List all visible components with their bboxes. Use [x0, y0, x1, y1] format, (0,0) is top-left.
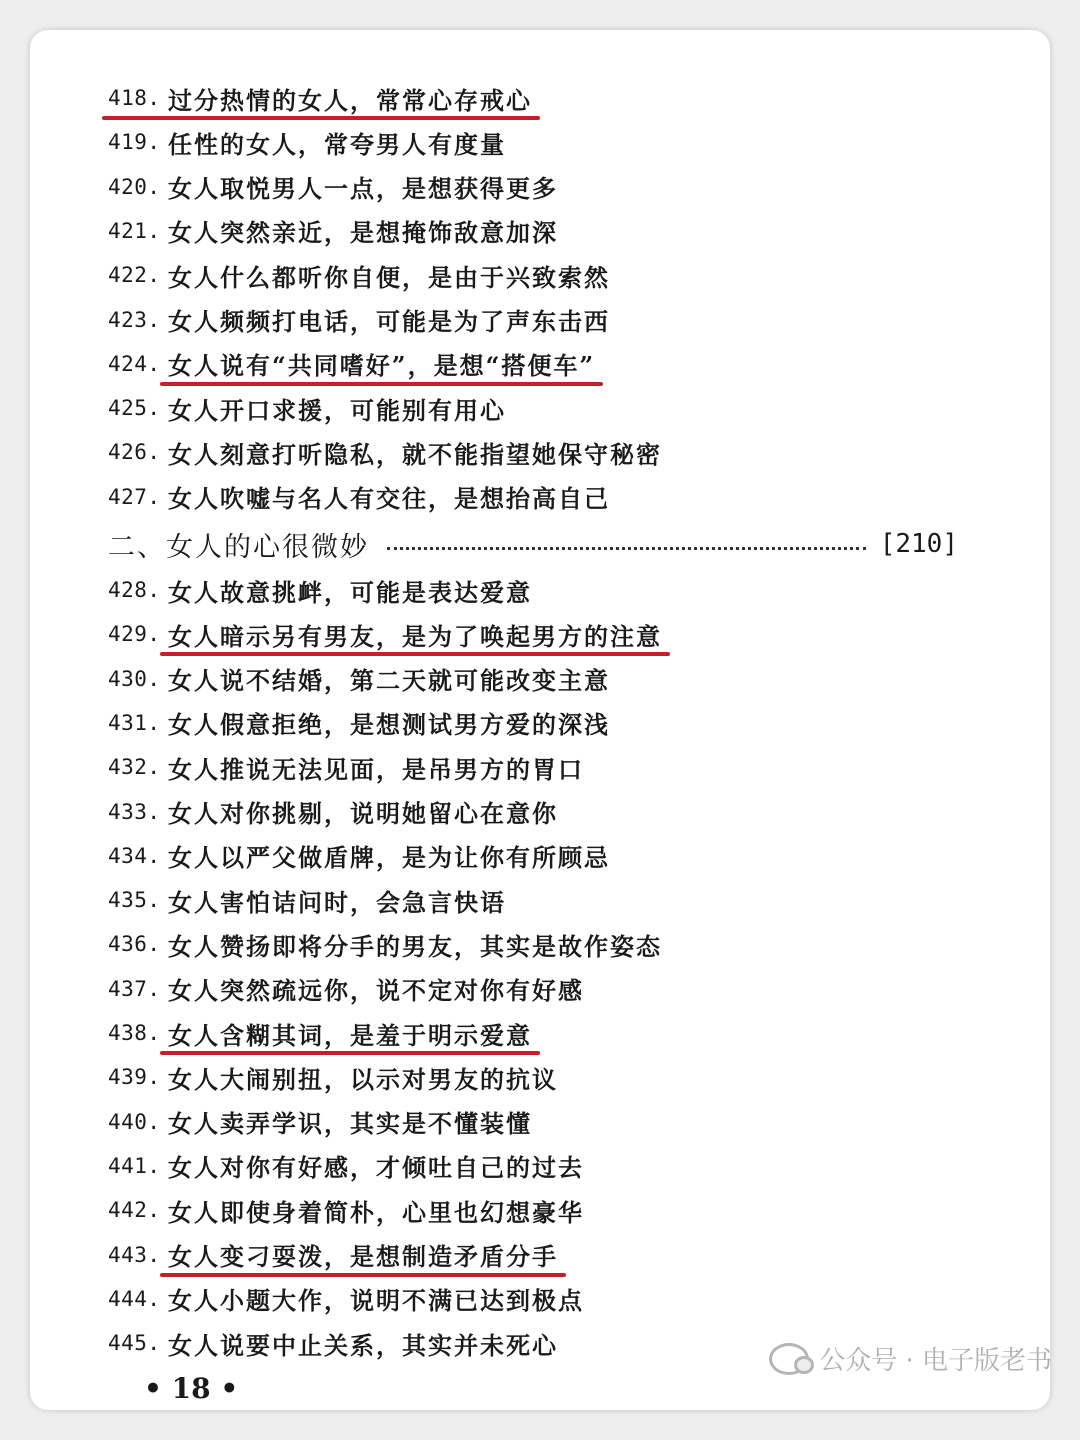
list-item: [108, 747, 584, 787]
list-item: [108, 792, 558, 832]
entry-number: 429.: [108, 622, 161, 647]
entry-number: 437.: [108, 976, 161, 1001]
entry-number: 445.: [108, 1331, 161, 1356]
entry-text: 女人变刁耍泼，是想制造矛盾分手: [168, 1242, 558, 1271]
entry-number: 442.: [108, 1198, 161, 1223]
entry-number: 418.: [108, 86, 161, 110]
entry-text: 女人含糊其词，是羞于明示爱意: [168, 1020, 532, 1050]
section-page-ref: [210]: [879, 529, 958, 559]
list-item: [108, 614, 662, 654]
red-underline: [160, 1273, 566, 1277]
list-item: [108, 703, 610, 743]
entry-text: 女人卖弄学识，其实是不懂装懂: [168, 1109, 532, 1139]
entry-number: 431.: [108, 710, 161, 735]
entry-number: 421.: [108, 218, 161, 243]
entry-number: 443.: [108, 1242, 161, 1267]
list-item: [108, 1146, 584, 1186]
entry-number: 425.: [108, 396, 161, 421]
list-item: [108, 880, 506, 920]
watermark: [769, 1340, 1052, 1377]
red-underline: [160, 652, 670, 656]
entry-text: 女人小题大作，说明不满已达到极点: [168, 1286, 584, 1316]
entry-text: 女人突然亲近，是想掩饰敌意加深: [168, 218, 558, 248]
entry-number: 423.: [108, 307, 161, 332]
entry-text: 女人以严父做盾牌，是为让你有所顾忌: [168, 843, 610, 873]
entry-text: 女人频频打电话，可能是为了声东击西: [168, 307, 610, 336]
entry-number: 441.: [108, 1153, 161, 1178]
entry-text: 女人开口求援，可能别有用心: [168, 395, 506, 425]
list-item: [108, 1323, 558, 1363]
entry-text: 任性的女人，常夸男人有度量: [168, 129, 506, 159]
entry-number: 422.: [108, 263, 161, 288]
entry-number: 430.: [108, 666, 161, 691]
entry-text: 女人赞扬即将分手的男友，其实是故作姿态: [168, 931, 662, 961]
entry-text: 女人故意挑衅，可能是表达爱意: [168, 577, 532, 607]
entry-text: 女人对你挑剔，说明她留心在意你: [168, 799, 558, 828]
entry-text: 女人什么都听你自便，是由于兴致索然: [168, 262, 610, 292]
entry-text: 女人说不结婚，第二天就可能改变主意: [168, 666, 610, 696]
entry-text: 女人假意拒绝，是想测试男方爱的深浅: [168, 710, 610, 740]
entry-text: 女人暗示另有男友，是为了唤起男方的注意: [168, 621, 662, 651]
entry-number: 434.: [108, 843, 161, 868]
entry-number: 419.: [108, 130, 161, 155]
entry-text: 女人大闹别扭，以示对男友的抗议: [168, 1064, 558, 1094]
entry-number: 426.: [108, 440, 161, 465]
list-item: [108, 570, 532, 610]
entry-text: 女人取悦男人一点，是想获得更多: [168, 174, 558, 204]
entry-text: 女人刻意打听隐私，就不能指望她保守秘密: [168, 439, 662, 469]
list-item: [108, 1013, 532, 1053]
entry-text: 女人说有“共同嗜好”，是想“搭便车”: [168, 351, 596, 381]
entry-number: 420.: [108, 174, 161, 199]
entry-text: 女人说要中止关系，其实并未死心: [168, 1330, 558, 1360]
entry-number: 444.: [108, 1286, 161, 1311]
entry-number: 436.: [108, 932, 161, 957]
list-item: [108, 1235, 558, 1275]
entry-list-b: [30, 30, 1050, 1360]
entry-text: 女人对你有好感，才倾吐自己的过去: [168, 1153, 584, 1183]
entry-number: 427.: [108, 484, 161, 509]
entry-number: 438.: [108, 1021, 161, 1045]
entry-text: 过分热情的女人，常常心存戒心: [168, 85, 532, 115]
entry-text: 女人推说无法见面，是吊男方的胃口: [168, 754, 584, 784]
page-number: • 18 •: [144, 1372, 239, 1405]
entry-number: 440.: [108, 1109, 161, 1134]
entry-text: 女人害怕诘问时，会急言快语: [168, 887, 506, 917]
watermark-text: 公众号 · 电子版老书: [819, 1346, 1052, 1376]
entry-text: 女人吹嘘与名人有交往，是想抬高自己: [168, 484, 610, 514]
entry-number: 424.: [108, 351, 161, 376]
section-title: 二、女人的心很微妙: [108, 531, 369, 563]
entry-text: 女人即使身着简朴，心里也幻想豪华: [168, 1197, 584, 1227]
list-item: [108, 969, 584, 1009]
list-item: [108, 924, 662, 964]
entry-number: 428.: [108, 578, 161, 602]
wechat-icon: [769, 1343, 809, 1375]
entry-number: 435.: [108, 888, 161, 913]
entry-number: 439.: [108, 1065, 161, 1090]
list-item: [108, 1190, 584, 1230]
red-underline: [160, 1051, 540, 1055]
list-item: [108, 659, 610, 699]
entry-number: 433.: [108, 799, 161, 824]
book-page: [30, 30, 1050, 1410]
list-item: [108, 1057, 558, 1097]
entry-text: 女人突然疏远你，说不定对你有好感: [168, 976, 584, 1006]
list-item: [108, 1279, 584, 1319]
entry-number: 432.: [108, 755, 161, 780]
list-item: [108, 1102, 532, 1142]
list-item: [108, 836, 610, 876]
